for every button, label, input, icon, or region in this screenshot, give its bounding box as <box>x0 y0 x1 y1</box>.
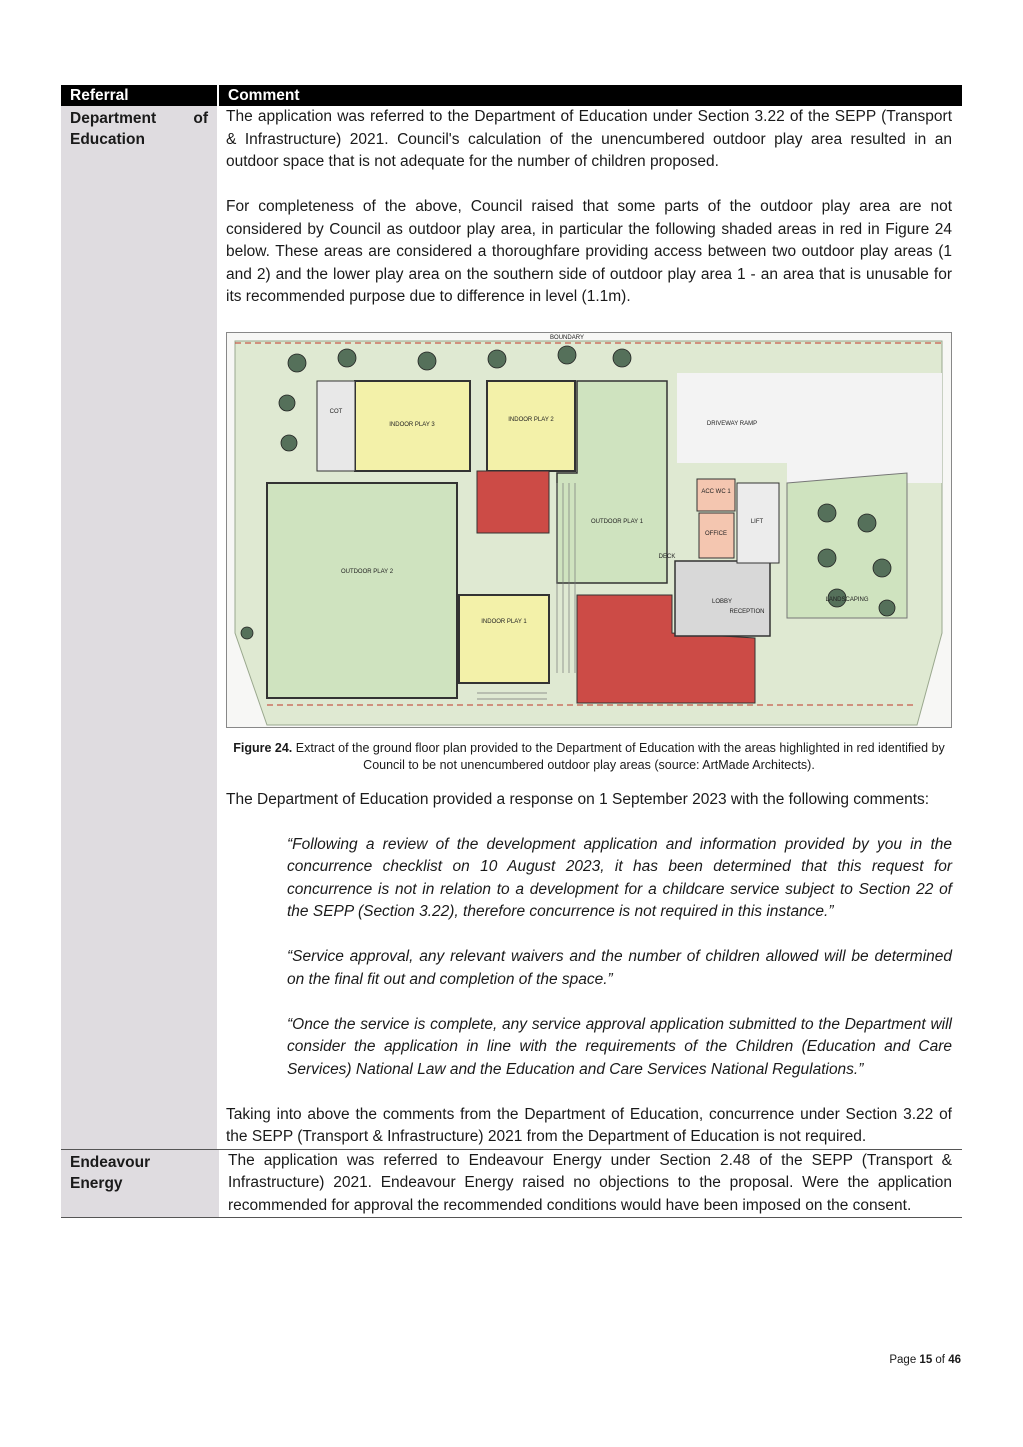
plan-label-lobby: LOBBY <box>711 599 733 605</box>
plan-label-lift: LIFT <box>750 519 764 525</box>
plan-label-indoor3: INDOOR PLAY 3 <box>389 422 435 428</box>
caption-text: Extract of the ground floor plan provided to the Department of Education with the areas highlighted in red identified by Council to be not unencumbered outdoor play areas (source: ArtMade Architects). <box>292 740 945 772</box>
plan-label-landscaping: LANDSCAPING <box>825 597 869 603</box>
plan-label-outdoor2: OUTDOOR PLAY 2 <box>340 569 394 575</box>
referral-name-line2: Education <box>70 131 145 148</box>
quote: “Service approval, any relevant waivers and the number of children allowed will be determined on the final fit out and completion of the space.” <box>287 948 952 988</box>
floor-plan-figure <box>226 332 952 728</box>
referral-name-line1: Department of <box>70 110 208 127</box>
plan-label-indoor2: INDOOR PLAY 2 <box>508 417 554 423</box>
plan-label-acc: ACC WC 1 <box>701 489 731 495</box>
quote: “Following a review of the development application and information provided by you in the concurrence checklist on 10 August 2023, it has been determined that this request for concurrence is not in relation to a development for a childcare service subject to Section 22 of the SEPP (Section 3.22), therefore concurrence is not required in this instance.” <box>287 835 952 920</box>
plan-label-deck: DECK <box>658 554 676 560</box>
figure-caption <box>226 740 952 774</box>
plan-label-reception: RECEPTION <box>729 609 765 615</box>
table-header <box>61 85 962 106</box>
plan-label-driveway: DRIVEWAY RAMP <box>706 421 758 427</box>
referral-name-line1: Endeavour <box>70 1153 151 1171</box>
plan-label-indoor1: INDOOR PLAY 1 <box>481 619 527 625</box>
paragraph: The Department of Education provided a response on 1 September 2023 with the following comments: <box>226 790 930 808</box>
plan-label-boundary: BOUNDARY <box>550 335 584 341</box>
plan-label-outdoor1: OUTDOOR PLAY 1 <box>590 519 644 525</box>
referral-cell <box>61 1150 219 1218</box>
header-referral: Referral <box>61 85 219 106</box>
paragraph: Taking into above the comments from the Department of Education, concurrence under Section 3.22 of the SEPP (Transport & Infrastructure) 2021 from the Department of Education is not required. <box>226 1105 952 1145</box>
page-number: Page 15 of 46 <box>889 1354 961 1366</box>
paragraph: For completeness of the above, Council raised that some parts of the outdoor play area are not considered by Council as outdoor play area, in particular the following shaded areas in red in Figure 24 below. These areas are considered a thoroughfare providing access between two outdoor play areas (1 and 2) and the lower play area on the southern side of outdoor play area 1 - an area that is unusable for its recommended purpose due to difference in level (1.1m). <box>226 198 952 305</box>
header-comment: Comment <box>228 87 300 104</box>
table-row <box>61 106 962 1150</box>
paragraph: The application was referred to the Department of Education under Section 3.22 of the SEPP (Transport & Infrastructure) 2021. Council's calculation of the unencumbered outdoor play area resulted in an outdoor space that is not adequate for the number of children proposed. <box>226 108 952 170</box>
comment-cell <box>217 106 962 1149</box>
referral-table <box>61 85 962 1218</box>
table-row <box>61 1150 962 1219</box>
referral-cell <box>61 106 217 1149</box>
plan-label-cot: COT <box>329 409 343 415</box>
caption-label: Figure 24. <box>233 740 293 755</box>
referral-name-line2: Energy <box>70 1174 123 1192</box>
quote: “Once the service is complete, any service approval application submitted to the Department will consider the application in line with the requirements of the Children (Education and Care Services) National Law and the Education and Care Services National Regulations.” <box>287 1015 952 1078</box>
paragraph: The application was referred to Endeavour Energy under Section 2.48 of the SEPP (Transport & Infrastructure) 2021. Endeavour Energy raised no objections to the proposal. Were the application recommended for approval the recommended conditions would have been imposed on the consent. <box>228 1151 952 1214</box>
plan-label-office: OFFICE <box>705 531 727 537</box>
comment-cell <box>219 1150 962 1218</box>
